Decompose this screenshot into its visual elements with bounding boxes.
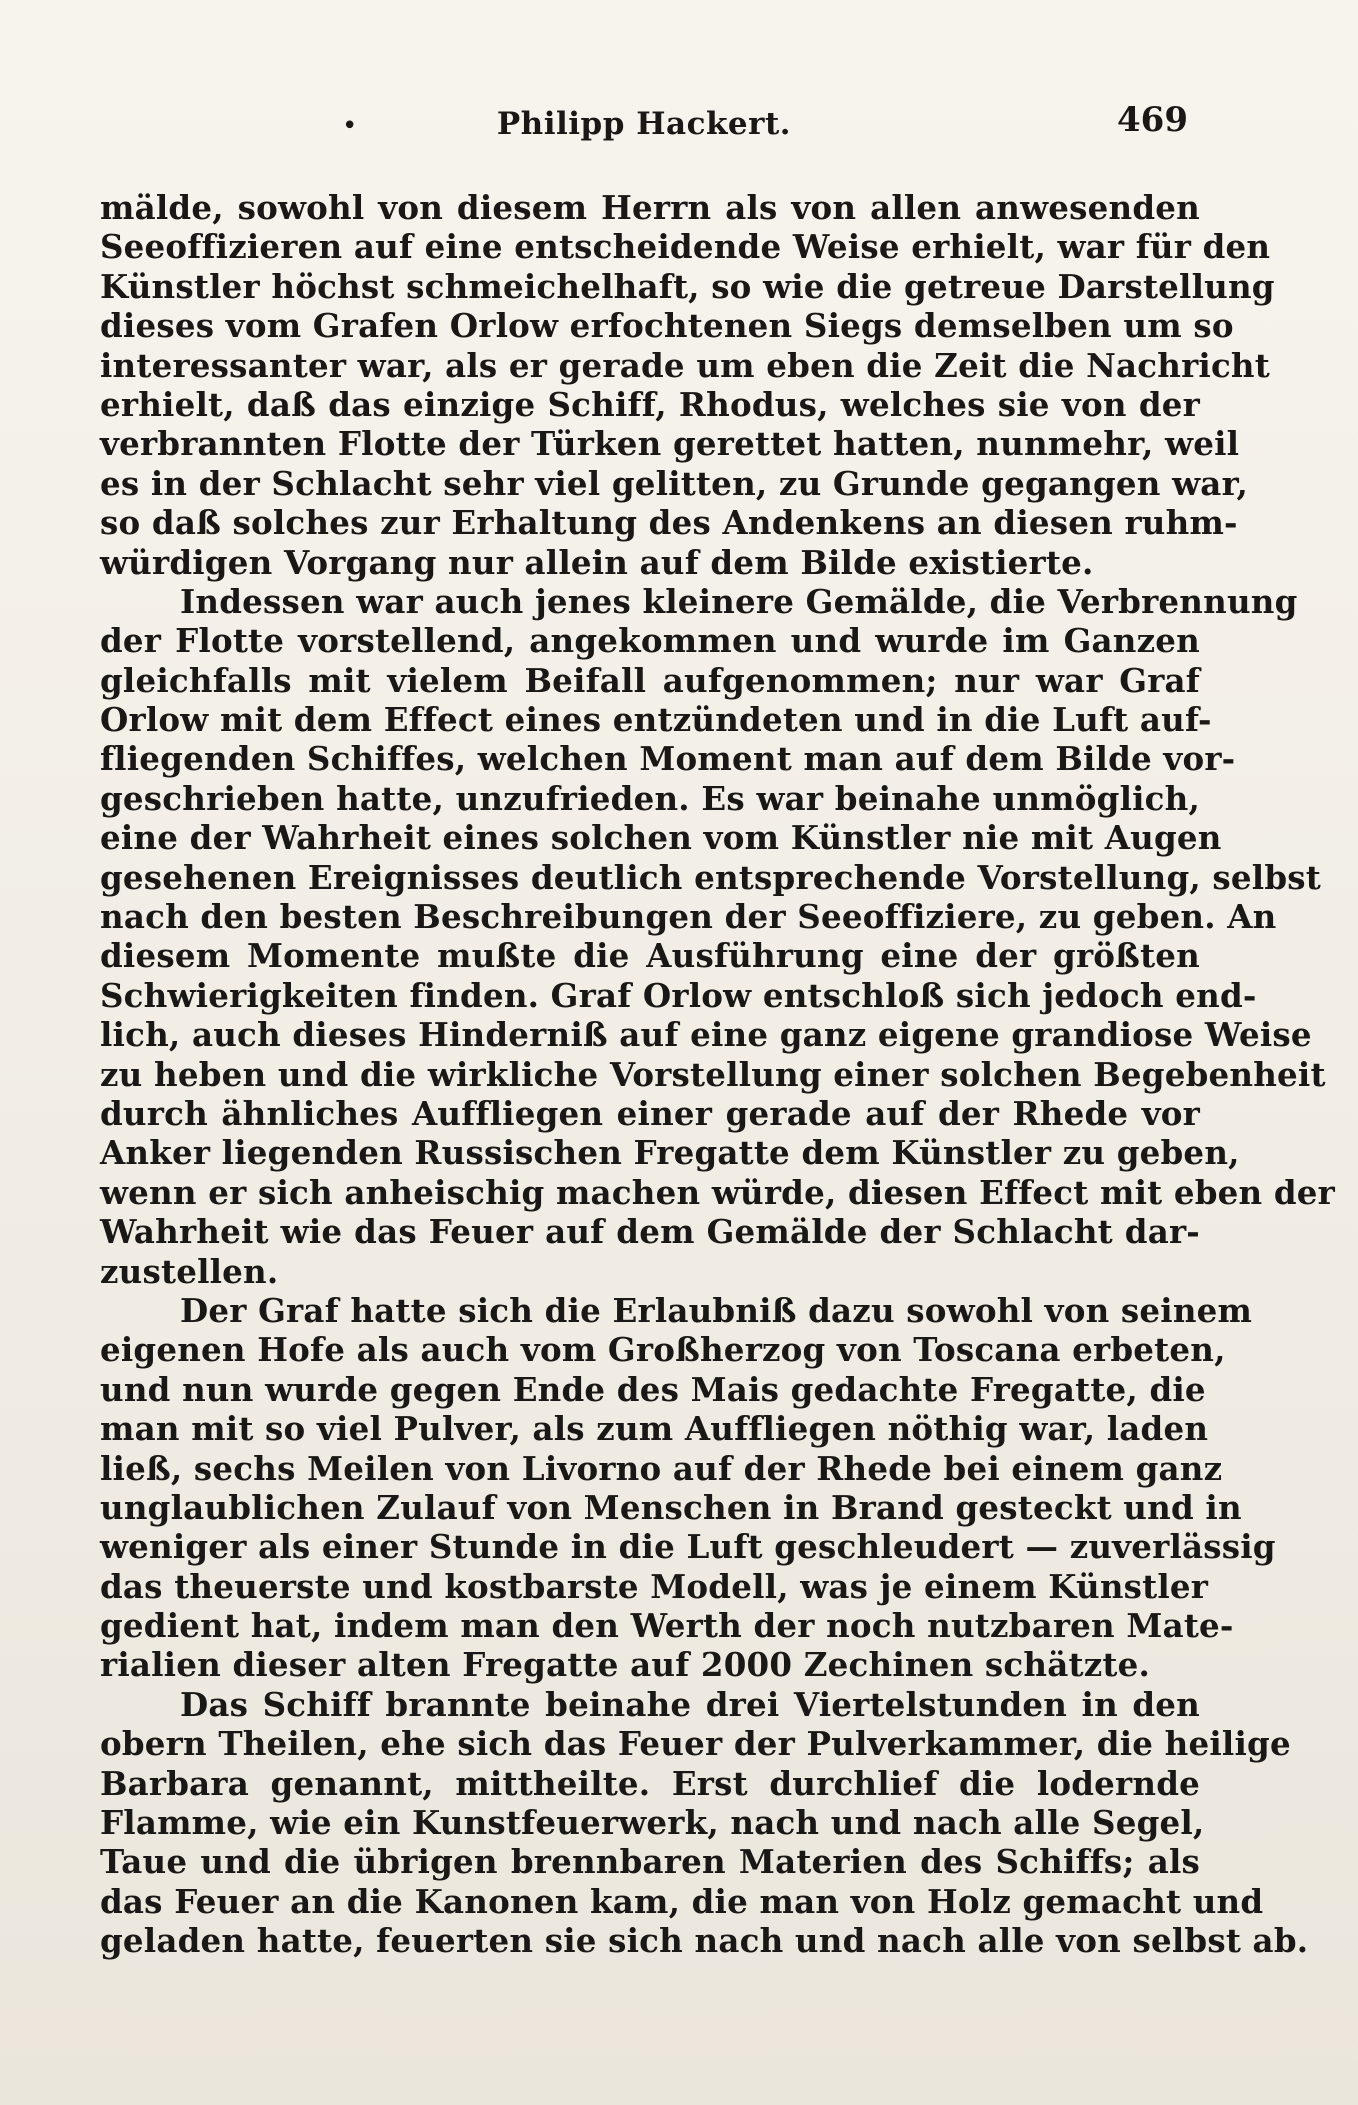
text-line: mälde, sowohl von diesem Herrn als von allen anwesenden [100, 188, 1200, 227]
text-line: gedient hat, indem man den Werth der noch nutzbaren Mate- [100, 1606, 1234, 1646]
text-line: verbrannten Flotte der Türken gerettet hatten, nunmehr, weil [100, 424, 1240, 464]
text-line: lich, auch dieses Hinderniß auf eine ganz eigene grandiose Weise [100, 1015, 1312, 1055]
text-line: Orlow mit dem Effect eines entzündeten und in die Luft auf- [100, 700, 1212, 740]
running-head: Philipp Hackert. [496, 106, 792, 142]
text-line: das theuerste und kostbarste Modell, was je einem Künstler [100, 1566, 1209, 1606]
text-line: würdigen Vorgang nur allein auf dem Bilde existierte. [100, 542, 1094, 582]
page-number: 469 [1117, 100, 1188, 140]
text-line: zustellen. [100, 1251, 279, 1291]
text-line: unglaublichen Zulauf von Menschen in Brand gesteckt und in [100, 1487, 1242, 1527]
text-line: Seeoffizieren auf eine entscheidende Weise erhielt, war für den [100, 227, 1271, 267]
text-line: rialien dieser alten Fregatte auf 2000 Zechinen schätzte. [100, 1645, 1150, 1685]
text-line: Barbara genannt, mittheilte. Erst durchlief die lodernde [100, 1763, 1200, 1803]
text-line: erhielt, daß das einzige Schiff, Rhodus, welches sie von der [100, 384, 1200, 424]
text-line: nach den besten Beschreibungen der Seeoffiziere, zu geben. An [100, 897, 1277, 937]
header-ornament-dot: • [342, 111, 358, 141]
text-line: Wahrheit wie das Feuer auf dem Gemälde der Schlacht dar- [100, 1212, 1200, 1252]
text-line: man mit so viel Pulver, als zum Auffliegen nöthig war, laden [100, 1409, 1209, 1449]
text-line: der Flotte vorstellend, angekommen und wurde im Ganzen [100, 621, 1200, 661]
text-line: gleichfalls mit vielem Beifall aufgenommen; nur war Graf [100, 660, 1200, 700]
text-line: weniger als einer Stunde in die Luft geschleudert — zuverlässig [100, 1527, 1276, 1567]
text-line: Flamme, wie ein Kunstfeuerwerk, nach und nach alle Segel, [100, 1803, 1205, 1843]
text-line: Taue und die übrigen brennbaren Materien des Schiffs; als [100, 1842, 1200, 1882]
text-line: so daß solches zur Erhaltung des Andenkens an diesen ruhm- [100, 503, 1238, 543]
text-line: geladen hatte, feuerten sie sich nach und nach alle von selbst ab. [100, 1921, 1309, 1961]
text-line: Künstler höchst schmeichelhaft, so wie die getreue Darstellung [100, 266, 1275, 306]
text-line: geschrieben hatte, unzufrieden. Es war beinahe unmöglich, [100, 778, 1200, 818]
text-line: eine der Wahrheit eines solchen vom Künstler nie mit Augen [100, 818, 1222, 858]
text-line: interessanter war, als er gerade um eben die Zeit die Nachricht [100, 345, 1270, 385]
text-line: dieses vom Grafen Orlow erfochtenen Siegs demselben um so [100, 306, 1234, 346]
text-line: Schwierigkeiten finden. Graf Orlow entschloß sich jedoch end- [100, 975, 1257, 1015]
text-line: ließ, sechs Meilen von Livorno auf der Rhede bei einem ganz [100, 1448, 1223, 1488]
text-line: Anker liegenden Russischen Fregatte dem Künstler zu geben, [100, 1133, 1240, 1173]
paragraph-first-line: Indessen war auch jenes kleinere Gemälde, die Verbrennung [180, 581, 1298, 621]
text-line: wenn er sich anheischig machen würde, diesen Effect mit eben der [100, 1172, 1336, 1212]
paragraph-first-line: Der Graf hatte sich die Erlaubniß dazu sowohl von seinem [180, 1290, 1253, 1330]
page-header [100, 100, 1188, 144]
text-line: durch ähnliches Auffliegen einer gerade auf der Rhede vor [100, 1093, 1200, 1133]
text-line: diesem Momente mußte die Ausführung eine der größten [100, 936, 1200, 976]
text-line: es in der Schlacht sehr viel gelitten, zu Grunde gegangen war, [100, 463, 1249, 503]
text-line: eigenen Hofe als auch vom Großherzog von Toscana erbeten, [100, 1330, 1226, 1370]
paragraph-first-line: Das Schiff brannte beinahe drei Viertelstunden in den [180, 1684, 1200, 1724]
body-text [100, 188, 1336, 1961]
text-line: und nun wurde gegen Ende des Mais gedachte Fregatte, die [100, 1369, 1206, 1409]
text-line: fliegenden Schiffes, welchen Moment man auf dem Bilde vor- [100, 739, 1236, 779]
text-line: obern Theilen, ehe sich das Feuer der Pulverkammer, die heilige [100, 1724, 1291, 1764]
text-line: das Feuer an die Kanonen kam, die man von Holz gemacht und [100, 1881, 1264, 1921]
text-line: zu heben und die wirkliche Vorstellung einer solchen Begebenheit [100, 1054, 1326, 1094]
text-line: gesehenen Ereignisses deutlich entsprechende Vorstellung, selbst [100, 857, 1321, 897]
